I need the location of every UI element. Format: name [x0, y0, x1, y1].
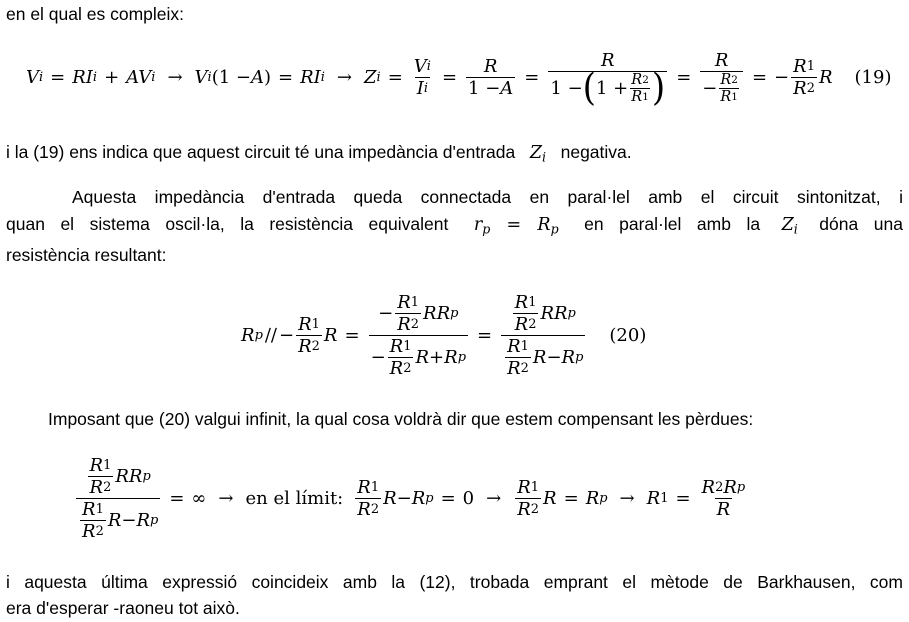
paragraph-line-1: Aquesta impedància d'entrada queda connectada en paral·lel amb el circuit sintonitzat, i [72, 187, 903, 207]
equation-number-19: (19) [854, 66, 892, 88]
paragraph-compensation: Imposant que (20) valgui infinit, la qual cosa voldrà dir que estem compensant les pèrdues: [48, 409, 754, 429]
paragraph-line-3: resistència resultant: [6, 245, 167, 265]
intro-text: en el qual es compleix: [6, 4, 185, 24]
limit-label: en el límit: [245, 487, 344, 509]
equation-number-20: (20) [609, 324, 647, 346]
final-line-1: i aquesta última expressió coincideix amb la (12), trobada emprant el mètode de Barkhausen, com [6, 572, 903, 592]
paragraph-line-2: quan el sistema oscil·la, la resistència equivalent $r_p = R_p$ en paral·lel amb la $Z_i$ dóna una [6, 214, 903, 237]
final-line-2: era d'esperar -raoneu tot això. [6, 598, 240, 618]
equation-19: V i = RI i + AV i → V i (1 − A ) = RI i → Z i = V i I i = R 1 − A = R 1 − ( 1 + R 2 R 1 ) = R − R 2 R 1 = − R 1 R 2 R (19) [26, 49, 892, 110]
equation-limit: R 1 R 2 RR p R 1 R 2 R − R p = ∞ → en el límit: R 1 R 2 R − R p = 0 → R 1 R 2 R = R p → R 1 = R 2 R p R [74, 447, 749, 549]
paragraph-negative-impedance: i la (19) ens indica que aquest circuit té una impedància d'entrada $Z_i$ negativa. [6, 142, 632, 165]
equation-20: R p ∕∕ − R 1 R 2 R = − R 1 R 2 RR p − R 1 R 2 R + R p = R 1 R 2 RR p R 1 R 2 R − R p (20) [241, 291, 647, 379]
